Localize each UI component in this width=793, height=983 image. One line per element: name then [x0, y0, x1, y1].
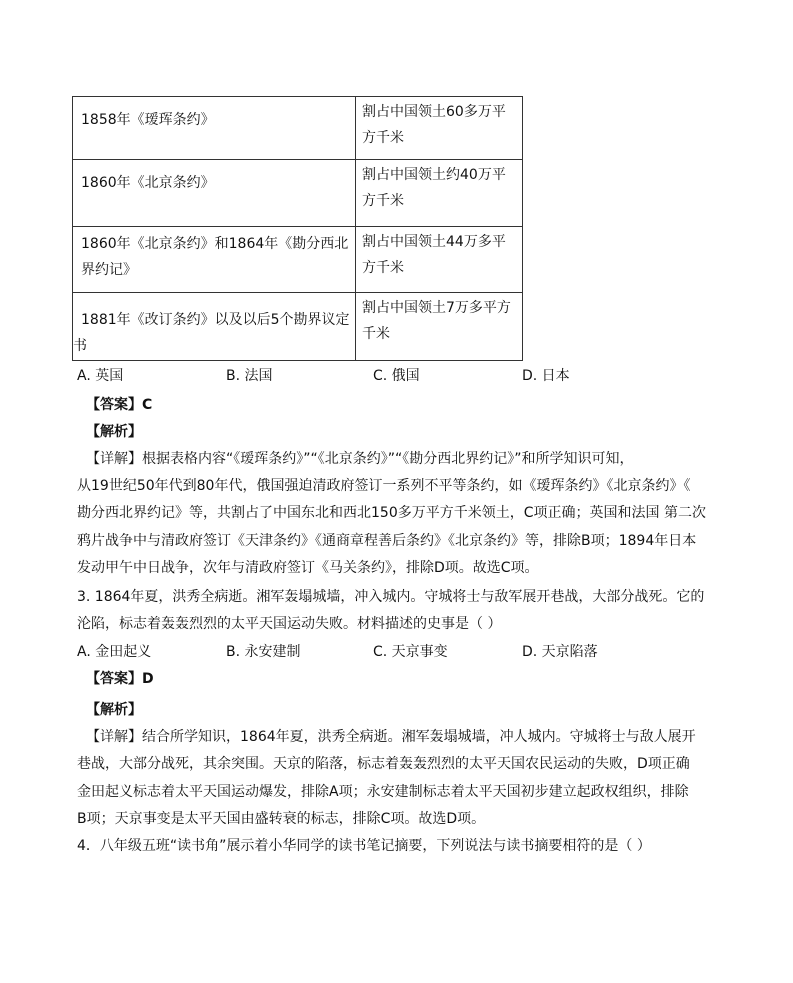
table-row — [73, 293, 523, 361]
question-stem: 沦陷，标志着轰轰烈烈的太平天国运动失败。材料描述的史事是（ ） — [77, 616, 502, 632]
table-row — [73, 97, 523, 160]
treaty-text: 1858年《瑷珲条约》 — [81, 112, 215, 128]
detail-line: B项；天京事变是太平天国由盛转衰的标志，排除C项。故选D项。 — [77, 811, 486, 827]
option-d[interactable]: D. 天京陷落 — [522, 644, 598, 660]
detail-line: 【详解】根据表格内容“《瑷珲条约》”“《北京条约》”“《勘分西北界约记》”和所学知识可知， — [86, 451, 634, 467]
territory-cell — [356, 293, 523, 361]
option-a[interactable]: A. 英国 — [77, 368, 124, 384]
territory-text: 割占中国领土44万多平方千米 — [362, 234, 506, 276]
analysis-label: 【解析】 — [86, 424, 142, 440]
table-row — [73, 160, 523, 227]
answer-label: 【答案】C — [86, 397, 153, 413]
treaty-cell — [73, 293, 356, 361]
detail-line: 金田起义标志着太平天国运动爆发，排除A项；永安建制标志着太平天国初步建立起政权组织，排除 — [77, 784, 689, 800]
option-b[interactable]: B. 法国 — [226, 368, 273, 384]
territory-text: 割占中国领土7万多平方千米 — [362, 300, 511, 342]
detail-line: 【详解】结合所学知识，1864年夏，洪秀全病逝。湘军轰塌城墙，冲人城内。守城将士与敌人展开 — [86, 729, 696, 745]
treaty-cell — [73, 97, 356, 160]
table-row — [73, 227, 523, 293]
territory-cell — [356, 227, 523, 293]
option-a[interactable]: A. 金田起义 — [77, 644, 152, 660]
option-b[interactable]: B. 永安建制 — [226, 644, 301, 660]
option-c[interactable]: C. 俄国 — [373, 368, 420, 384]
question-stem: 3. 1864年夏，洪秀全病逝。湘军轰塌城墙，冲入城内。守城将士与敌军展开巷战，大部分战死。它的 — [77, 589, 705, 605]
detail-line: 勘分西北界约记》等，共割占了中国东北和西北150多万平方千米领土，C项正确；英国和法国 第二次 — [77, 505, 706, 521]
territory-text: 割占中国领土约40万平方千米 — [362, 167, 506, 209]
treaty-text: 1881年《改订条约》以及以后5个勘界议定书 — [73, 312, 350, 354]
treaty-table — [72, 96, 523, 361]
treaty-cell — [73, 227, 356, 293]
territory-cell — [356, 160, 523, 227]
option-d[interactable]: D. 日本 — [522, 368, 570, 384]
territory-cell — [356, 97, 523, 160]
answer-label: 【答案】D — [86, 671, 154, 687]
detail-line: 鸦片战争中与清政府签订《天津条约》《通商章程善后条约》《北京条约》等，排除B项；1894年日本 — [77, 533, 697, 549]
detail-line: 巷战，大部分战死，其余突围。天京的陷落，标志着轰轰烈烈的太平天国农民运动的失败，D项正确 — [77, 756, 690, 772]
detail-line: 发动甲午中日战争，次年与清政府签订《马关条约》，排除D项。故选C项。 — [77, 560, 539, 576]
detail-line: 从19世纪50年代到80年代，俄国强迫清政府签订一系列不平等条约，如《瑷珲条约》《北京条约》《 — [77, 478, 691, 494]
territory-text: 割占中国领土60多万平方千米 — [362, 104, 506, 146]
treaty-cell — [73, 160, 356, 227]
question-stem: 4．八年级五班“读书角”展示着小华同学的读书笔记摘要，下列说法与读书摘要相符的是（ ） — [77, 838, 651, 854]
treaty-text: 1860年《北京条约》 — [81, 175, 215, 191]
analysis-label: 【解析】 — [86, 702, 142, 718]
option-c[interactable]: C. 天京事变 — [373, 644, 448, 660]
treaty-text: 1860年《北京条约》和1864年《勘分西北界约记》 — [81, 236, 349, 278]
